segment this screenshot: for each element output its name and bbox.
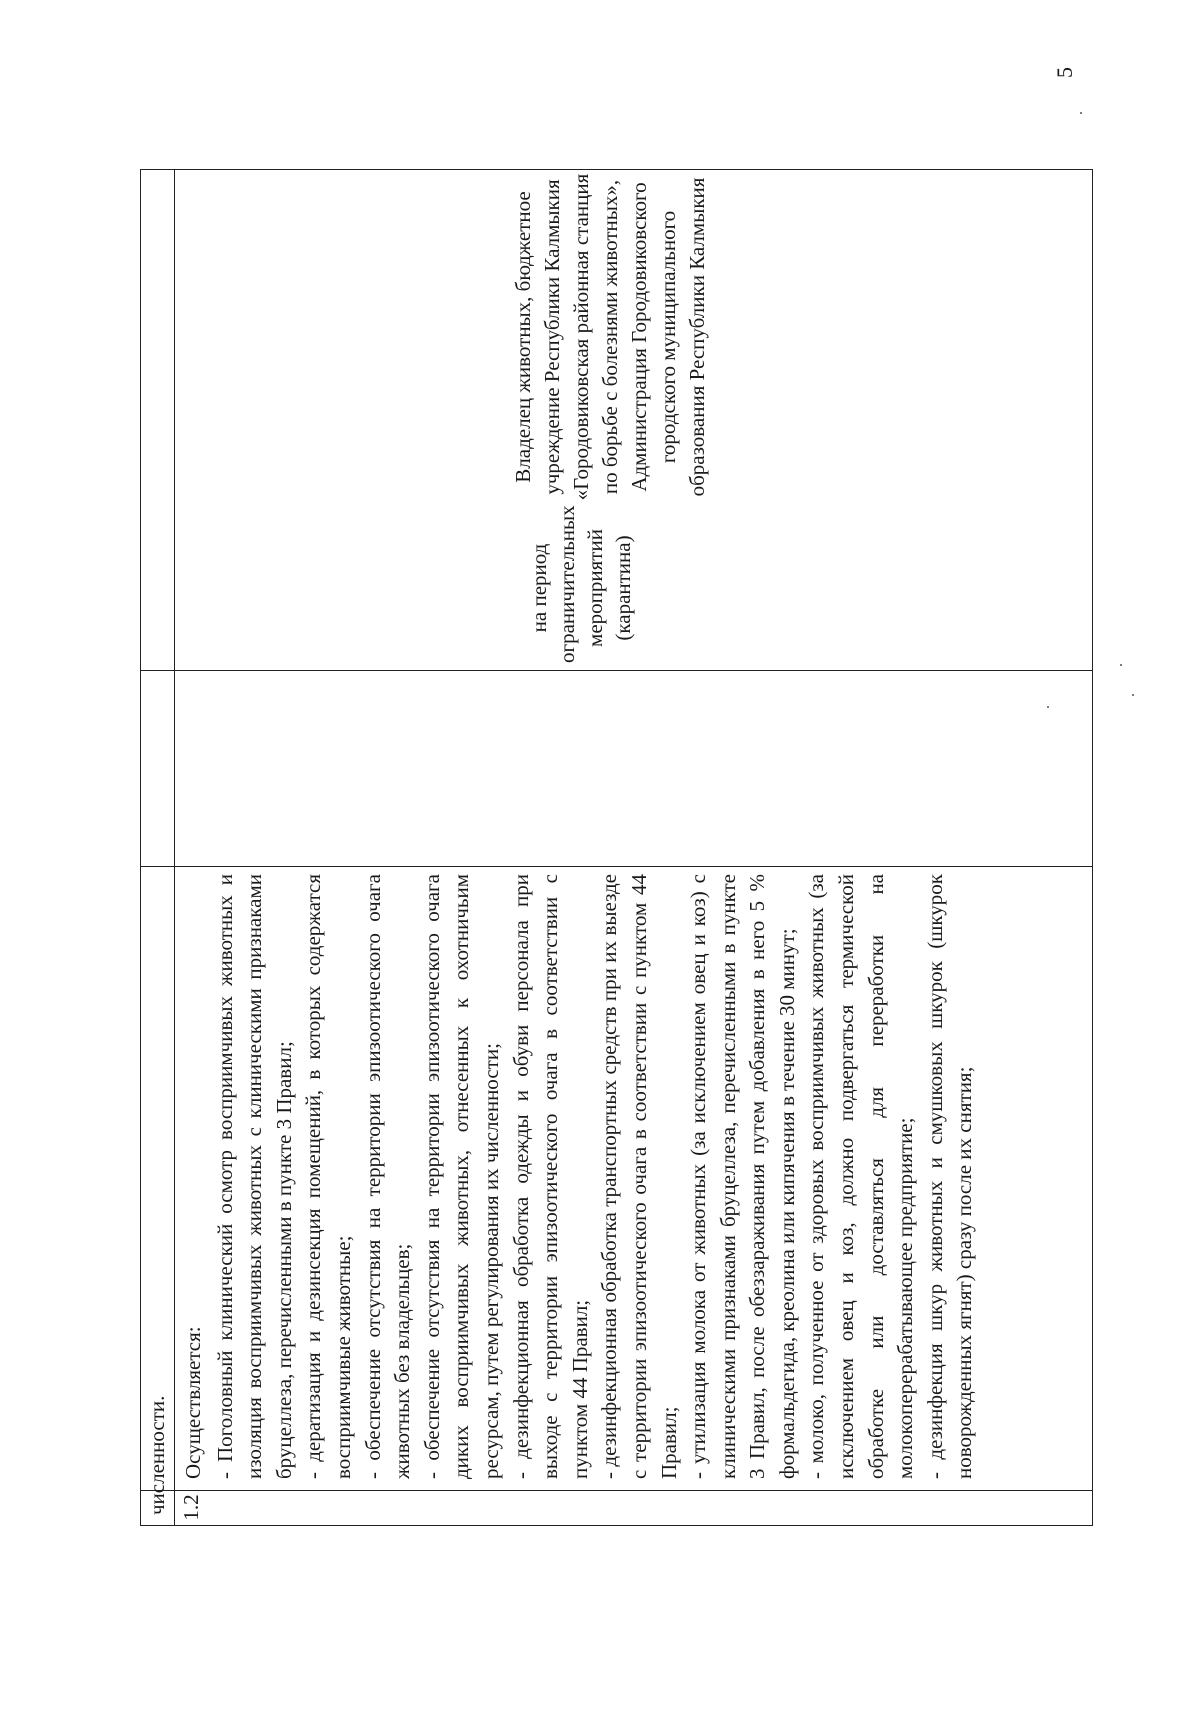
measures-cell: [179, 874, 980, 1479]
page-number: 5: [1052, 67, 1077, 78]
row-number: 1.2: [179, 1494, 203, 1521]
previous-row-tail: численности.: [145, 1395, 169, 1515]
table-row-divider: [174, 170, 175, 1525]
measure-item: - утилизация молока от животных (за исключением овец и коз) с клиническими признаками бруцеллеза, перечисленными в пункте 3 Правил, после обеззараживания путем добавления в него 5 % формальдегида, креолина или кипячения в течение 30 минут;: [686, 874, 799, 1479]
table-column-divider: [141, 670, 1092, 671]
measures-heading: Осуществляется:: [181, 1326, 205, 1479]
measure-item: - дезинфекционная обработка одежды и обуви персонала при выходе с территории эпизоотического очага в соответствии с пунктом 44 Правил;: [508, 874, 592, 1479]
scan-speck: [1080, 112, 1082, 114]
measure-item: - молоко, полученное от здоровых восприимчивых животных (за исключением овец и коз, должно подвергаться термической обработке или доставляться для переработки на молокоперерабатывающее предприятие;: [804, 874, 918, 1479]
table-column-divider: [141, 1490, 1092, 1491]
responsible-cell: Владелец животных, бюджетное учреждение Республики Калмыкия «Городовиковская районная станция по борьбе с болезнями животных», Администрация Городовиковского городского муниципального образования Республики Калмыкия: [511, 173, 709, 501]
table-column-divider: [141, 866, 1092, 867]
measures-table: [140, 169, 1093, 1526]
term-cell: на период ограничительных мероприятий (карантина): [527, 505, 635, 663]
measure-item: - дезинфекция шкур животных и смушковых шкурок (шкурок новорожденных ягнят) сразу после их снятия;: [922, 874, 977, 1479]
measure-item: - обеспечение отсутствия на территории эпизоотического очага диких восприимчивых животных, отнесенных к охотничьим ресурсам, путем регулирования их численности;: [419, 874, 503, 1479]
measure-item: - дезинфекционная обработка транспортных средств при их выезде с территории эпизоотического очага в соответствии с пунктом 44 Правил;: [597, 874, 681, 1479]
measure-item: - обеспечение отсутствия на территории эпизоотического очага животных без владельцев;: [360, 874, 415, 1479]
measure-item: - Поголовный клинический осмотр восприимчивых животных и изоляция восприимчивых животных с клиническими признаками бруцеллеза, перечисленными в пункте 3 Правил;: [212, 874, 296, 1479]
scan-speck: [1132, 694, 1134, 696]
scan-speck: [1047, 706, 1049, 708]
measure-item: - дератизация и дезинсекция помещений, в которых содержатся восприимчивые животные;: [301, 874, 355, 1479]
scan-speck: [1120, 664, 1122, 666]
